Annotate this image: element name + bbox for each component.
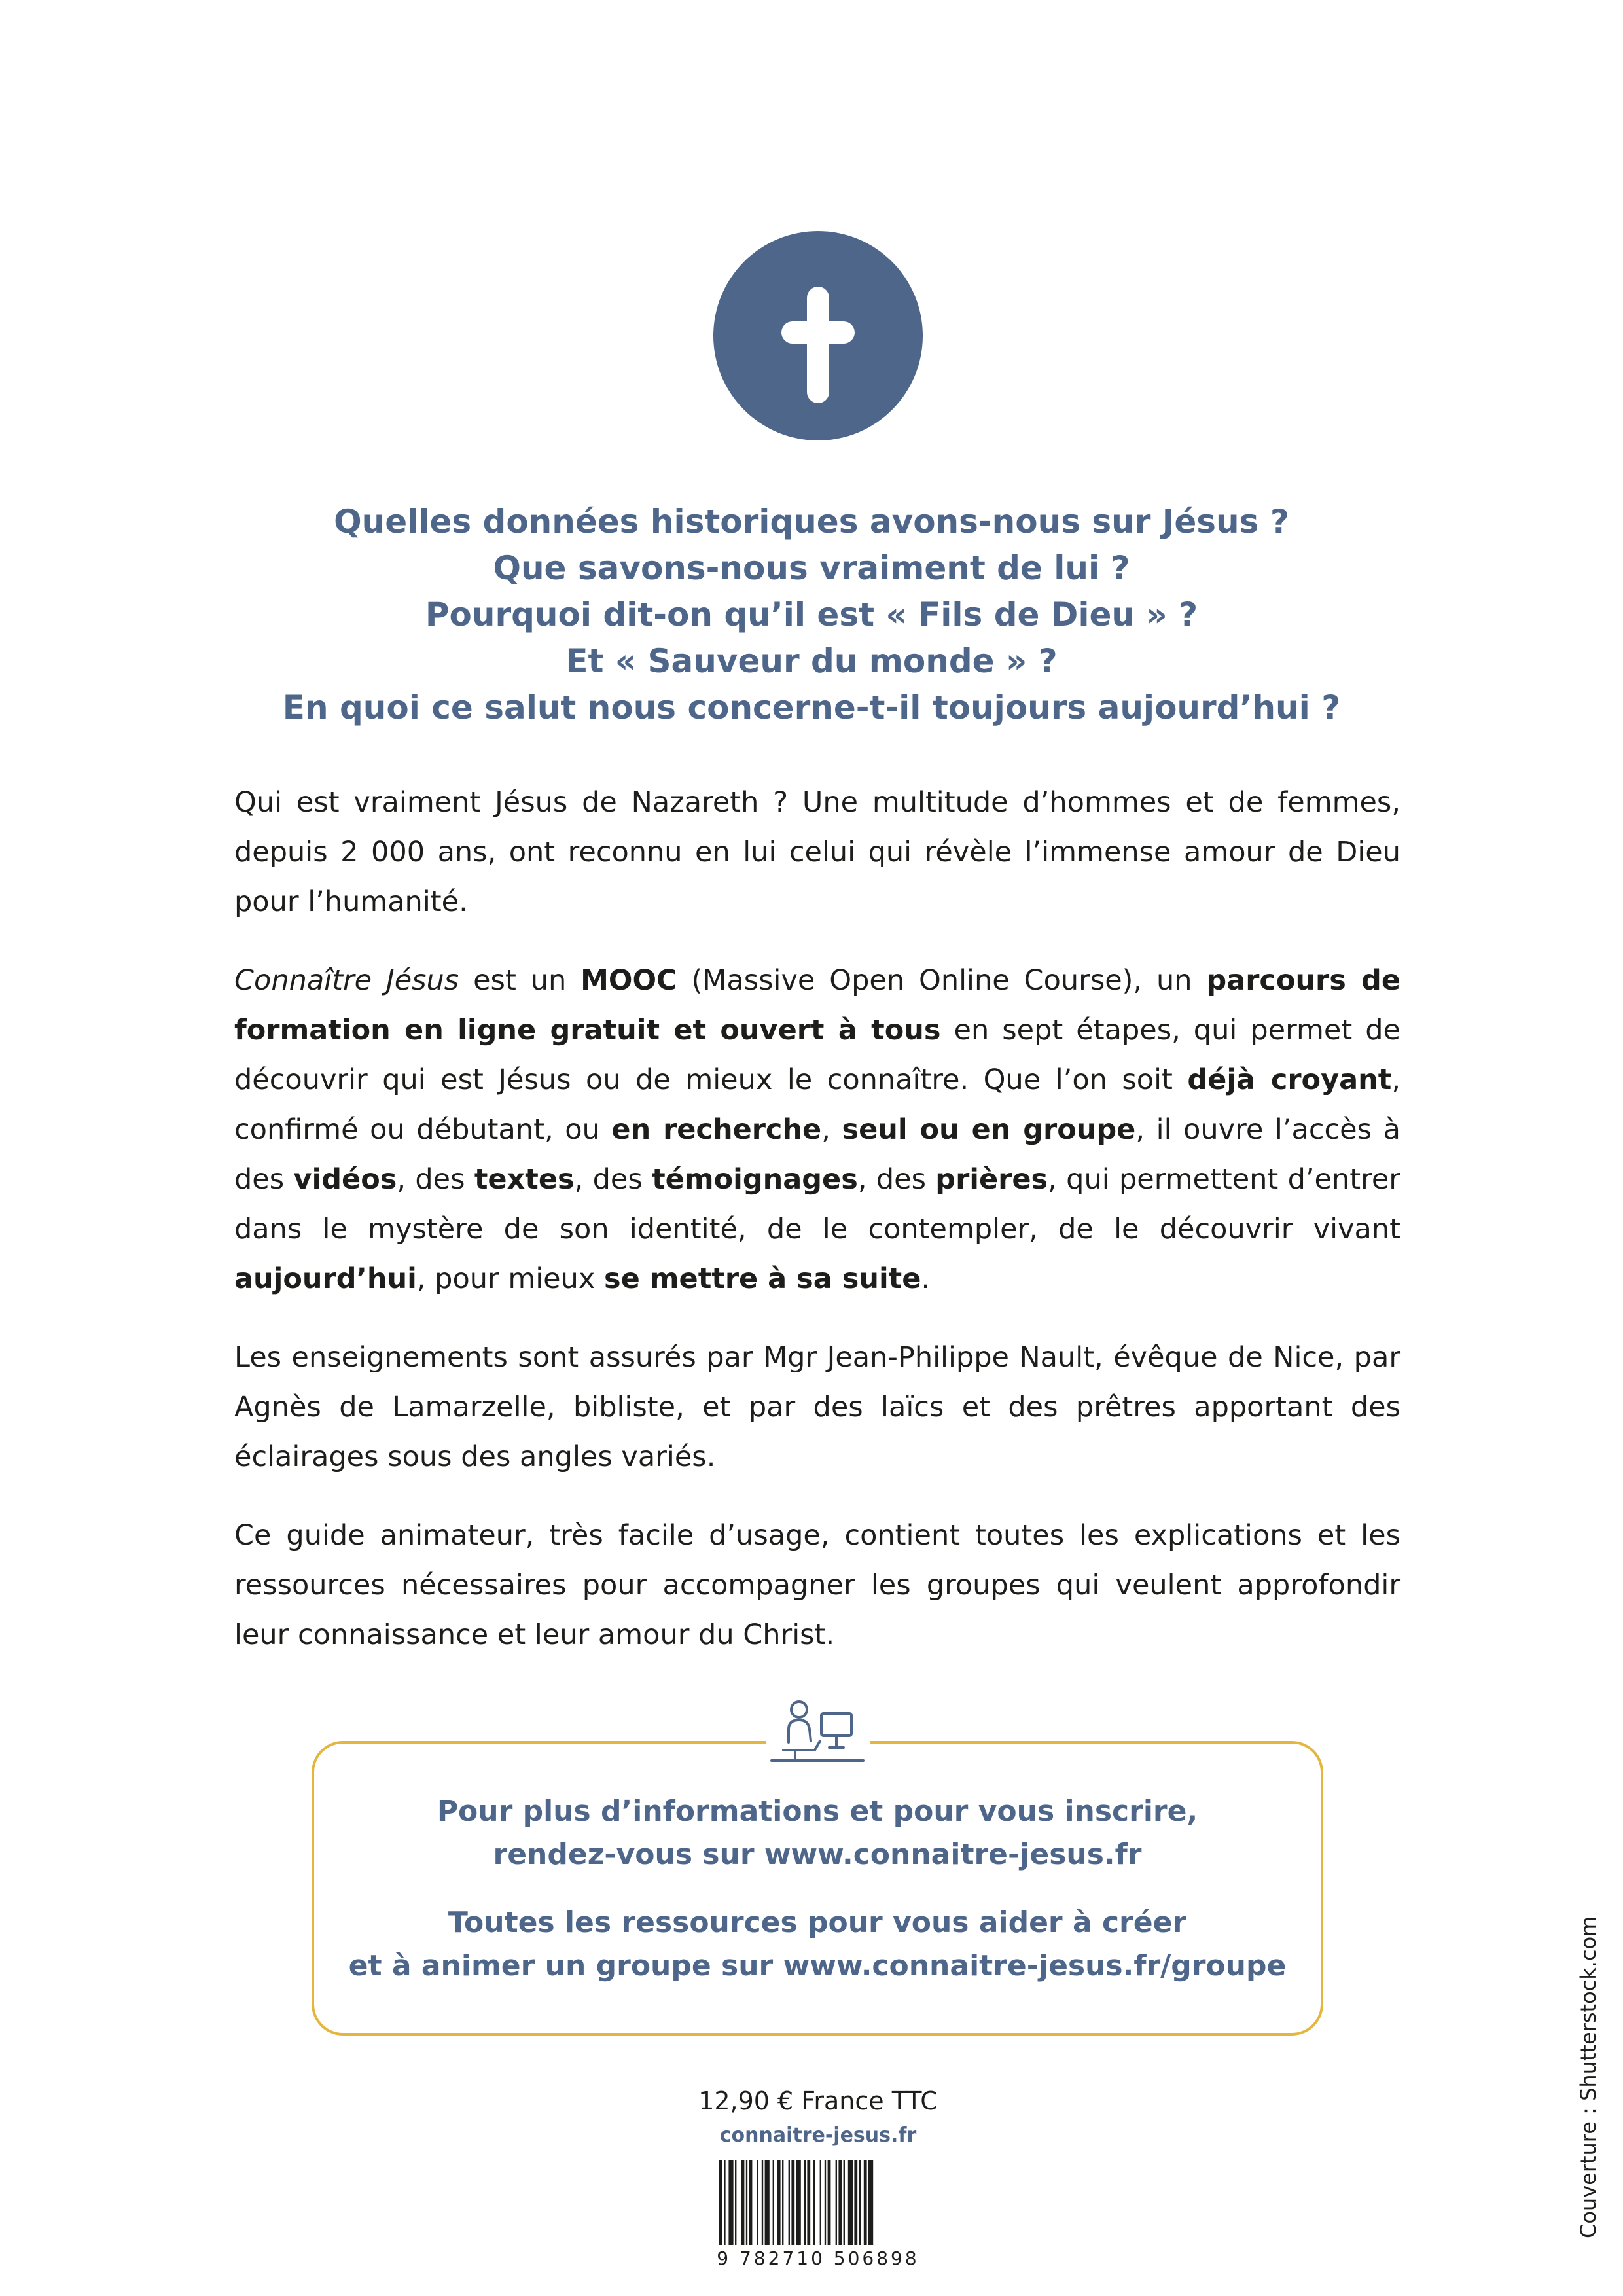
emphasis: déjà croyant [1187,1064,1392,1096]
info-line-2[interactable]: rendez-vous sur www.connaitre-jesus.fr [493,1838,1142,1871]
cross-badge [713,231,923,440]
info-line-1: Pour plus d’informations et pour vous inscrire, [437,1795,1198,1828]
text-run: (Massive Open Online Course), un [677,964,1207,997]
text-run: en sept étapes, qui permet de découvrir qui est Jésus ou de mieux le connaître. Que l’on soit [234,1014,1400,1096]
text-run: , confirmé ou débutant, ou [234,1064,1400,1146]
question-2: Que savons-nous vraiment de lui ? [493,549,1130,587]
question-1: Quelles données historiques avons-nous sur Jésus ? [334,503,1289,541]
guide-paragraph: Ce guide animateur, très facile d’usage, contient toutes les explications et les ressources nécessaires pour accompagner les groupes qui veulent approfondir leur connaissance et leur amour du Christ. [234,1519,1400,1651]
text-run: . [921,1263,931,1295]
info-box [312,1741,1323,2036]
text-run: , des [397,1163,474,1196]
emphasis: aujourd’hui [234,1263,417,1295]
emphasis: seul ou en groupe [842,1113,1136,1146]
mooc-paragraph [234,956,1400,1304]
price: 12,90 € France TTC [698,2087,938,2115]
teachers-paragraph: Les enseignements sont assurés par Mgr Jean-Philippe Nault, évêque de Nice, par Agnès de Lamarzelle, bibliste, et par des laïcs et des prêtres apportant des éclairages sous des angles variés. [234,1341,1400,1473]
computer-user-icon [769,1695,866,1771]
emphasis: textes [474,1163,575,1196]
question-4: Et « Sauveur du monde » ? [565,642,1058,680]
text-run: , [821,1113,842,1146]
emphasis: parcours de formation en ligne gratuit et ouvert à tous [234,964,1400,1047]
description [234,778,1400,1689]
isbn: 9 782710 506898 [717,2248,919,2269]
emphasis: témoignages [652,1163,858,1196]
cover-credit: Couverture : Shutterstock.com [1576,1916,1601,2238]
text-run: est un [459,964,581,997]
text-run: , qui permettent d’entrer dans le mystère de son identité, de le contempler, de le découvrir vivant [234,1163,1400,1246]
emphasis: prières [935,1163,1048,1196]
website[interactable]: connaitre-jesus.fr [719,2124,917,2147]
info-line-4[interactable]: et à animer un groupe sur www.connaitre-jesus.fr/groupe [348,1949,1287,1982]
barcode-icon [717,2160,921,2258]
info-line-3: Toutes les ressources pour vous aider à créer [448,1906,1187,1939]
book-title: Connaître Jésus [234,964,459,997]
text-run: , des [857,1163,936,1196]
question-3: Pourquoi dit-on qu’il est « Fils de Dieu » ? [425,596,1198,634]
text-run: , des [574,1163,652,1196]
question-5: En quoi ce salut nous concerne-t-il toujours aujourd’hui ? [282,689,1341,726]
emphasis: vidéos [293,1163,397,1196]
text-run: , il ouvre l’accès à des [234,1113,1400,1196]
intro-paragraph: Qui est vraiment Jésus de Nazareth ? Une multitude d’hommes et de femmes, depuis 2 000 ans, ont reconnu en lui celui qui révèle l’immense amour de Dieu pour l’humanité. [234,786,1400,918]
emphasis: MOOC [580,964,677,997]
emphasis: se mettre à sa suite [604,1263,921,1295]
text-run: , pour mieux [416,1263,605,1295]
cross-icon [713,231,923,440]
questions-block [131,499,1492,731]
emphasis: en recherche [611,1113,822,1146]
